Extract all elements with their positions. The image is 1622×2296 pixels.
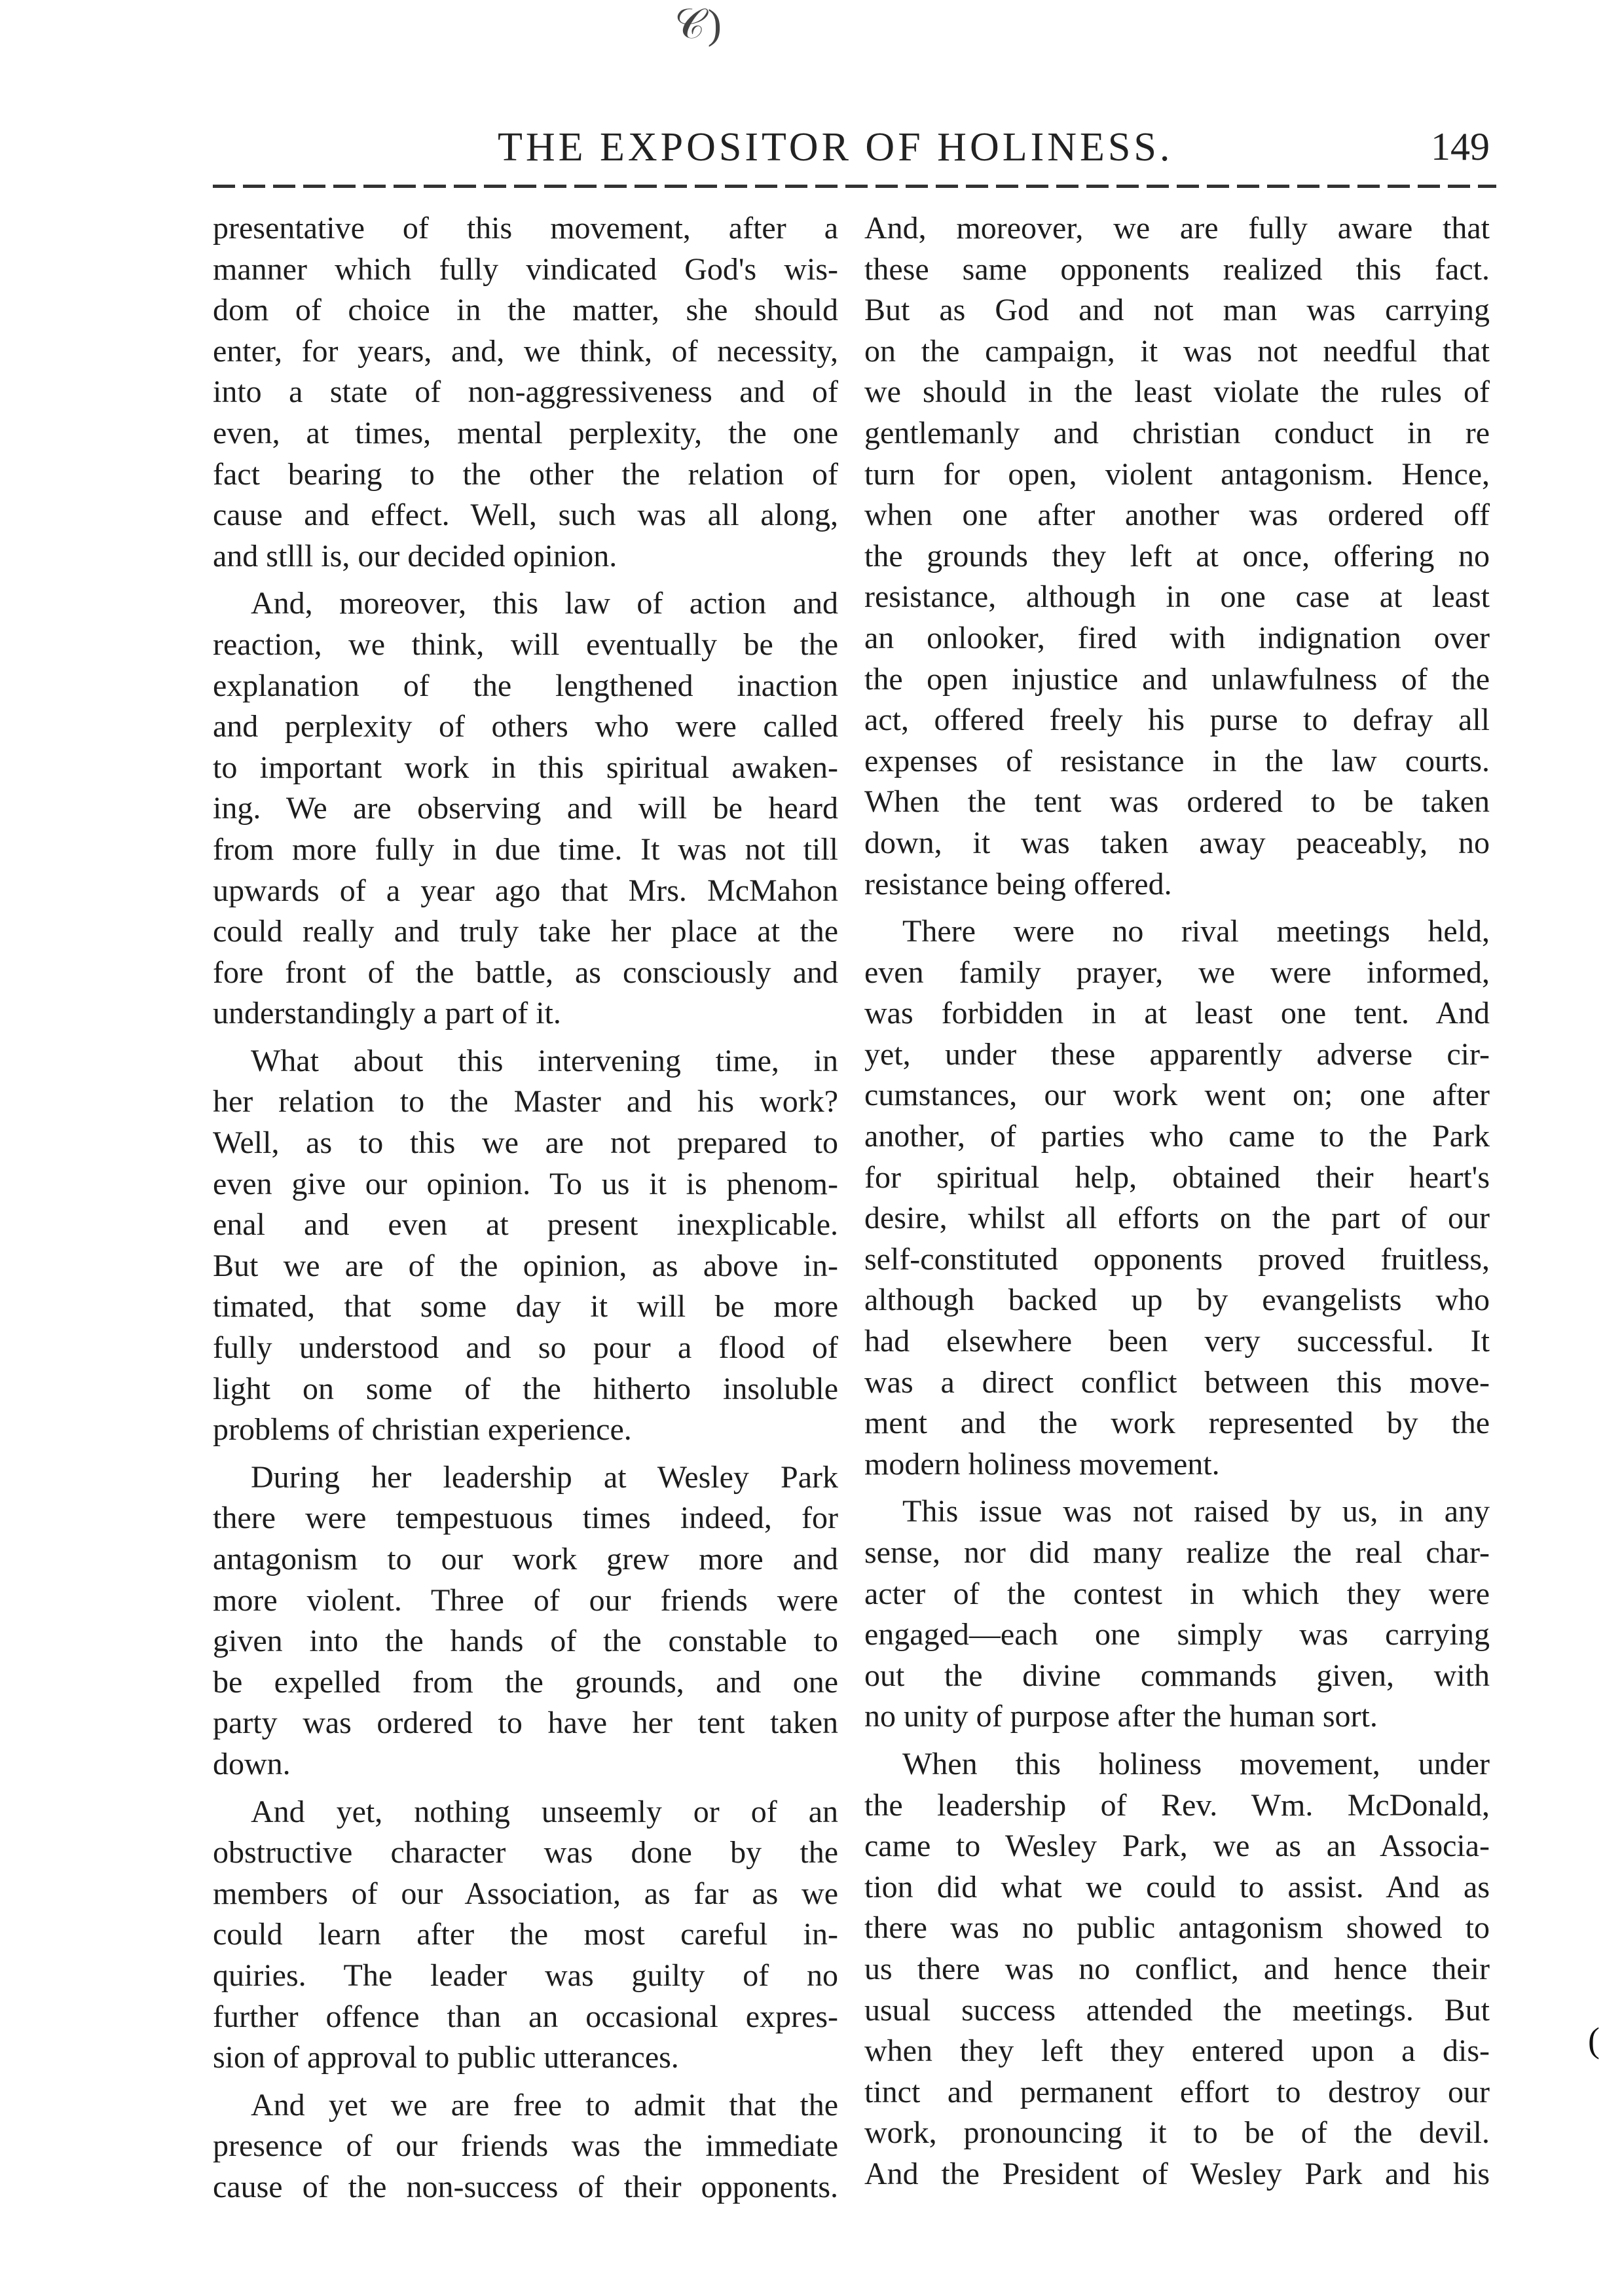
text-line: What about this intervening time, in (251, 1043, 838, 1078)
text-line: light on some of the hitherto insoluble (213, 1371, 838, 1406)
text-line: and perplexity of others who were called (213, 709, 838, 744)
left-column (213, 208, 838, 2215)
text-line: This issue was not raised by us, in any (902, 1494, 1490, 1529)
text-line: reaction, we think, will eventually be the (213, 627, 838, 662)
text-line: resistance being offered. (864, 866, 1172, 902)
text-line: was forbidden in at least one tent. And (864, 996, 1490, 1031)
text-line: even, at times, mental perplexity, the one (213, 415, 838, 450)
text-line: the open injustice and unlawfulness of the (864, 661, 1490, 697)
text-line: enter, for years, and, we think, of necessity, (213, 333, 838, 369)
text-line: down. (213, 1746, 291, 1781)
left-paragraph-2 (213, 583, 838, 1034)
text-line: into a state of non-aggressiveness and of (213, 374, 838, 410)
text-line: had elsewhere been very successful. It (864, 1324, 1490, 1359)
text-line: there was no public antagonism showed to (864, 1910, 1490, 1946)
text-line: When the tent was ordered to be taken (864, 784, 1490, 820)
margin-mark: ( (1588, 2020, 1600, 2060)
text-line: And, moreover, we are fully aware that (864, 211, 1490, 246)
top-handwritten-mark: 𝒞) (674, 1, 724, 47)
text-line: And the President of Wesley Park and his (864, 2156, 1490, 2191)
text-line: her relation to the Master and his work? (213, 1084, 838, 1120)
text-line: these same opponents realized this fact. (864, 251, 1490, 287)
text-line: the leadership of Rev. Wm. McDonald, (864, 1787, 1490, 1823)
text-line: although backed up by evangelists who (864, 1283, 1490, 1318)
text-line: turn for open, violent antagonism. Hence, (864, 456, 1490, 492)
text-line: enal and even at present inexplicable. (213, 1207, 838, 1243)
text-line: presentative of this movement, after a (213, 211, 838, 246)
text-line: out the divine commands given, with (864, 1658, 1490, 1693)
text-line: another, of parties who came to the Park (864, 1119, 1490, 1154)
text-line: During her leadership at Wesley Park (251, 1459, 838, 1495)
text-line: came to Wesley Park, we as an Associa- (864, 1829, 1490, 1864)
text-line: But we are of the opinion, as above in- (213, 1248, 838, 1283)
left-paragraph-5 (213, 1792, 838, 2079)
text-line: could really and truly take her place at the (213, 914, 838, 949)
text-line: and stlll is, our decided opinion. (213, 538, 617, 574)
text-line: sense, nor did many realize the real char- (864, 1535, 1490, 1570)
text-line: cumstances, our work went on; one after (864, 1078, 1490, 1113)
text-line: down, it was taken away peaceably, no (864, 825, 1490, 860)
header-rule (213, 185, 1496, 188)
left-paragraph-1 (213, 208, 838, 577)
text-line: But as God and not man was carrying (864, 293, 1490, 328)
text-line: there were tempestuous times indeed, for (213, 1501, 838, 1536)
text-line: the grounds they left at once, offering no (864, 538, 1490, 574)
text-line: self-constituted opponents proved fruitless, (864, 1241, 1490, 1277)
right-paragraph-2 (864, 911, 1490, 1485)
text-line: tinct and permanent effort to destroy our (864, 2074, 1490, 2109)
right-paragraph-1 (864, 208, 1490, 905)
text-line: usual success attended the meetings. But (864, 1992, 1490, 2028)
text-line: even give our opinion. To us it is phenom- (213, 1166, 838, 1201)
text-line: when they left they entered upon a dis- (864, 2033, 1490, 2069)
text-line: modern holiness movement. (864, 1446, 1220, 1482)
text-line: There were no rival meetings held, (902, 914, 1490, 949)
text-line: fully understood and so pour a flood of (213, 1330, 838, 1366)
text-line: be expelled from the grounds, and one (213, 1664, 838, 1700)
text-line: further offence than an occasional expres- (213, 1999, 838, 2034)
text-line: And yet, nothing unseemly or of an (251, 1794, 838, 1829)
text-line: presence of our friends was the immediate (213, 2128, 838, 2164)
right-paragraph-4 (864, 1744, 1490, 2195)
text-line: we should in the least violate the rules of (864, 374, 1490, 410)
text-line: timated, that some day it will be more (213, 1289, 838, 1324)
text-line: fact bearing to the other the relation of (213, 456, 838, 492)
text-line: even family prayer, we were informed, (864, 955, 1490, 990)
text-line: cause and effect. Well, such was all along, (213, 498, 838, 533)
text-line: acter of the contest in which they were (864, 1576, 1490, 1611)
text-line: explanation of the lengthened inaction (213, 668, 838, 703)
text-line: And yet we are free to admit that the (251, 2087, 838, 2123)
left-paragraph-4 (213, 1457, 838, 1785)
text-line: And, moreover, this law of action and (251, 586, 838, 621)
text-line: fore front of the battle, as consciously and (213, 955, 838, 990)
text-line: cause of the non-success of their opponents. (213, 2169, 838, 2204)
text-line: dom of choice in the matter, she should (213, 293, 838, 328)
text-line: sion of approval to public utterances. (213, 2040, 679, 2075)
text-line: yet, under these apparently adverse cir- (864, 1036, 1490, 1072)
text-line: from more fully in due time. It was not till (213, 831, 838, 867)
text-line: could learn after the most careful in- (213, 1917, 838, 1952)
text-line: gentlemanly and christian conduct in re (864, 415, 1490, 450)
text-line: us there was no conflict, and hence their (864, 1951, 1490, 1986)
running-head: THE EXPOSITOR OF HOLINESS. (498, 125, 1173, 170)
text-line: when one after another was ordered off (864, 498, 1490, 533)
text-line: Well, as to this we are not prepared to (213, 1125, 838, 1161)
text-line: work, pronouncing it to be of the devil. (864, 2115, 1490, 2151)
left-paragraph-6 (213, 2085, 838, 2208)
text-line: on the campaign, it was not needful that (864, 333, 1490, 369)
text-line: ment and the work represented by the (864, 1406, 1490, 1441)
text-line: upwards of a year ago that Mrs. McMahon (213, 873, 838, 908)
text-line: no unity of purpose after the human sort. (864, 1699, 1378, 1734)
text-line: expenses of resistance in the law courts. (864, 743, 1490, 778)
text-line: tion did what we could to assist. And as (864, 1869, 1490, 1904)
text-line: act, offered freely his purse to defray all (864, 702, 1490, 738)
text-line: more violent. Three of our friends were (213, 1582, 838, 1618)
right-paragraph-3 (864, 1491, 1490, 1738)
text-line: obstructive character was done by the (213, 1835, 838, 1870)
text-line: problems of christian experience. (213, 1412, 632, 1448)
text-line: manner which fully vindicated God's wis- (213, 251, 838, 287)
text-line: resistance, although in one case at least (864, 579, 1490, 615)
text-line: understandingly a part of it. (213, 996, 561, 1031)
text-line: antagonism to our work grew more and (213, 1542, 838, 1576)
text-line: party was ordered to have her tent taken (213, 1705, 838, 1741)
text-line: to important work in this spiritual awaken- (213, 750, 838, 785)
text-line: members of our Association, as far as we (213, 1876, 838, 1911)
text-line: for spiritual help, obtained their heart's (864, 1159, 1490, 1195)
text-line: an onlooker, fired with indignation over (864, 620, 1490, 655)
text-line: quiries. The leader was guilty of no (213, 1958, 838, 1993)
text-line: When this holiness movement, under (902, 1746, 1490, 1781)
text-line: was a direct conflict between this move- (864, 1364, 1490, 1400)
right-column (864, 208, 1490, 2202)
text-line: given into the hands of the constable to (213, 1624, 838, 1659)
text-line: desire, whilst all efforts on the part of our (864, 1201, 1490, 1236)
text-line: engaged—each one simply was carrying (864, 1617, 1490, 1652)
left-paragraph-3 (213, 1041, 838, 1451)
text-line: ing. We are observing and will be heard (213, 791, 838, 826)
page-number: 149 (1431, 125, 1490, 168)
